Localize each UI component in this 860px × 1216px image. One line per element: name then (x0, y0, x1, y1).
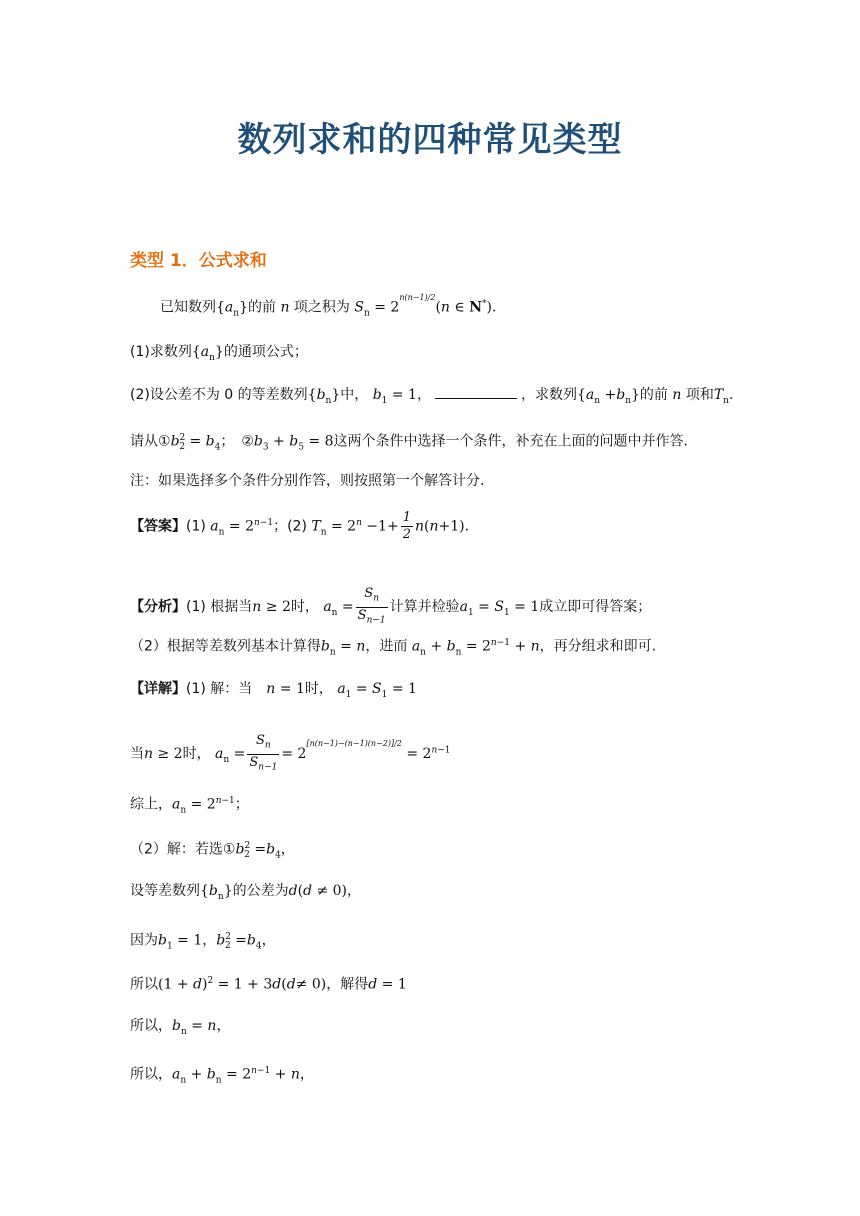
answer-line: 【答案】(1) $a_n = 2^{n-1}$；(2) $T_n = 2^n -1+$ $\frac{1}{2}$ n(n+1). (130, 510, 470, 542)
detail-line-7: 所以$(1 + d)^2 = 1 + 3d(d\ne 0)$，解得d = 1 (130, 976, 407, 993)
note: 注：如果选择多个条件分别作答，则按照第一个解答计分. (130, 473, 485, 489)
problem-intro: 已知数列$\{a_n\}$的前 n 项之积为 $S_n = 2^{n(n-1)/2}(n$ ∈ N*). (160, 292, 497, 319)
condition-choice: 请从$①b^2_2 = b_4$； $②b_3 + b_5 = 8$这两个条件中选择一个条件，补充在上面的问题中并作答. (130, 433, 688, 453)
detail-line-4: （2）解：若选$①b^2_2 =b_4$， (130, 841, 295, 861)
section-heading: 类型 1．公式求和 (130, 251, 267, 271)
detail-line-2: 当n ≥ 2时， $a_n$ = $\frac{S_n}{S_{n-1}}$ = $2^{[n(n-1)-(n-1)(n-2)]/2} = 2^{n-1}$ (130, 733, 451, 773)
detail-line-6: 因为$b_1 = 1$，$b^2_2 =b_4$， (130, 932, 276, 952)
question-1: (1)求数列$\{a_n\}$的通项公式； (130, 344, 308, 363)
detail-line-5: 设等差数列$\{b_n\}$的公差为d(d ≠ 0)， (130, 883, 362, 902)
detail-line-9: 所以，$a_n + b_n = 2^{n-1} + n$， (130, 1066, 314, 1086)
analysis-line-2: （2）根据等差数列基本计算得$b_n = n$，进而 $a_n + b_n = 2^{n-1} + n$，再分组求和即可. (130, 638, 657, 658)
analysis-line-1: 【分析】(1) 根据当n ≥ 2时， $a_n$ = $\frac{S_n}{S_{n-1}}$ 计算并检验$a_1 = S_1 = 1$成立即可得答案； (130, 586, 652, 626)
detail-line-8: 所以，$b_n = n$， (130, 1018, 231, 1037)
page-title: 数列求和的四种常见类型 (237, 120, 623, 160)
detail-line-1: 【详解】(1) 解：当 n = 1时， $a_1 = S_1 = 1$ (130, 681, 417, 700)
detail-line-3: 综上，$a_n = 2^{n-1}$； (130, 796, 249, 816)
answer-blank[interactable] (435, 384, 517, 399)
question-2: (2)设公差不为 0 的等差数列$\{b_n\}$中， $b_1 = 1$， ，求数列$\{a_n +b_n\}$的前 n 项和$T_n$. (130, 384, 733, 412)
